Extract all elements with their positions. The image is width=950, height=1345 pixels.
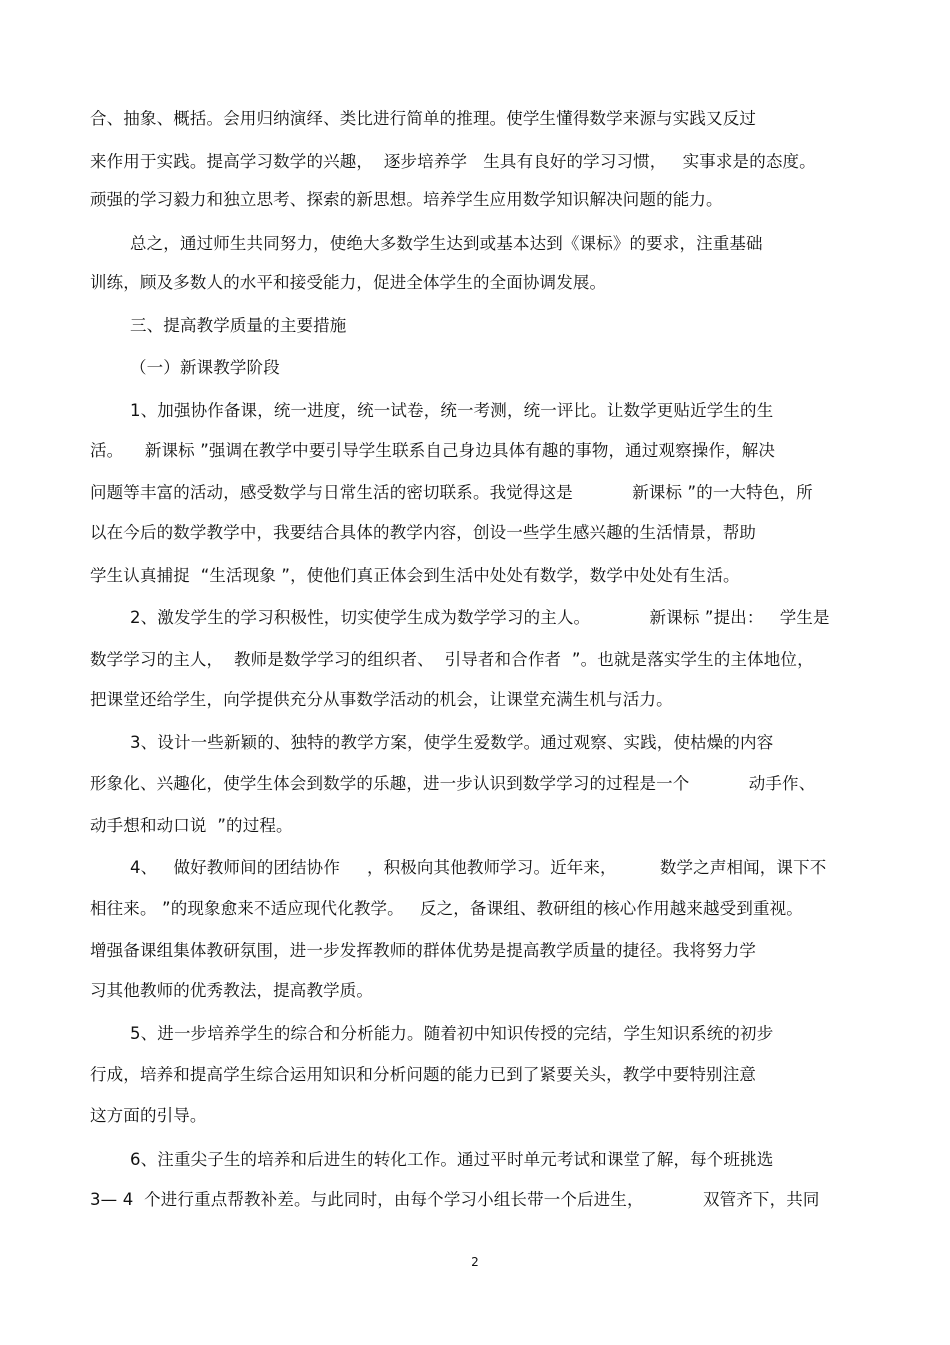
- text-line: 相往来。 ”的现象愈来不适应现代化教学。 反之，备课组、教研组的核心作用越来越受到重视。: [90, 899, 803, 918]
- text-line: 以在今后的数学教学中，我要结合具体的教学内容，创设一些学生感兴趣的生活情景，帮助: [90, 523, 756, 542]
- text-line: 活。 新课标 ”强调在教学中要引导学生联系自己身边具体有趣的事物，通过观察操作，解决: [90, 441, 776, 460]
- text-line: 3、设计一些新颖的、独特的教学方案，使学生爱数学。通过观察、实践，使枯燥的内容: [130, 733, 774, 752]
- text-line: 数学学习的主人， 教师是数学学习的组织者、 引导者和合作者 ”。也就是落实学生的主体地位，: [90, 650, 814, 669]
- text-line: 学生认真捕捉 “生活现象 ”，使他们真正体会到生活中处处有数学，数学中处处有生活。: [90, 566, 740, 585]
- text-line: 3— 4 个进行重点帮教补差。与此同时，由每个学习小组长带一个后进生， 双管齐下，共同: [90, 1190, 820, 1209]
- subsection-heading: （一）新课教学阶段: [130, 358, 280, 377]
- text-line: 6、注重尖子生的培养和后进生的转化工作。通过平时单元考试和课堂了解，每个班挑选: [130, 1150, 774, 1169]
- text-line: 习其他教师的优秀教法，提高教学质。: [90, 981, 374, 1000]
- section-heading: 三、提高教学质量的主要措施: [130, 316, 347, 335]
- page-number: 2: [471, 1255, 479, 1269]
- text-line: 问题等丰富的活动，感受数学与日常生活的密切联系。我觉得这是 新课标 ”的一大特色，所: [90, 483, 813, 502]
- text-line: 增强备课组集体教研氛围，进一步发挥教师的群体优势是提高教学质量的捷径。我将努力学: [90, 941, 756, 960]
- text-line: 2、激发学生的学习积极性，切实使学生成为数学学习的主人。 新课标 ”提出： 学生是: [130, 608, 830, 627]
- text-line: 总之，通过师生共同努力，使绝大多数学生达到或基本达到《课标》的要求，注重基础: [130, 234, 763, 253]
- text-line: 4、 做好教师间的团结协作 ，积极向其他教师学习。近年来， 数学之声相闻，课下不: [130, 858, 827, 877]
- text-line: 1、加强协作备课，统一进度，统一试卷，统一考测，统一评比。让数学更贴近学生的生: [130, 401, 774, 420]
- text-line: 5、进一步培养学生的综合和分析能力。随着初中知识传授的完结，学生知识系统的初步: [130, 1024, 774, 1043]
- text-line: 训练，顾及多数人的水平和接受能力，促进全体学生的全面协调发展。: [90, 273, 607, 292]
- text-line: 合、抽象、概括。会用归纳演绎、类比进行简单的推理。使学生懂得数学来源与实践又反过: [90, 109, 756, 128]
- text-line: 动手想和动口说 ”的过程。: [90, 816, 293, 835]
- text-line: 形象化、兴趣化，使学生体会到数学的乐趣，进一步认识到数学学习的过程是一个 动手作、: [90, 774, 816, 793]
- text-line: 把课堂还给学生，向学提供充分从事数学活动的机会，让课堂充满生机与活力。: [90, 690, 673, 709]
- text-line: 这方面的引导。: [90, 1106, 207, 1125]
- text-line: 顽强的学习毅力和独立思考、探索的新思想。培养学生应用数学知识解决问题的能力。: [90, 190, 723, 209]
- text-line: 行成，培养和提高学生综合运用知识和分析问题的能力已到了紧要关头，教学中要特别注意: [90, 1065, 756, 1084]
- text-line: 来作用于实践。提高学习数学的兴趣， 逐步培养学 生具有良好的学习习惯， 实事求是的态度。: [90, 152, 816, 171]
